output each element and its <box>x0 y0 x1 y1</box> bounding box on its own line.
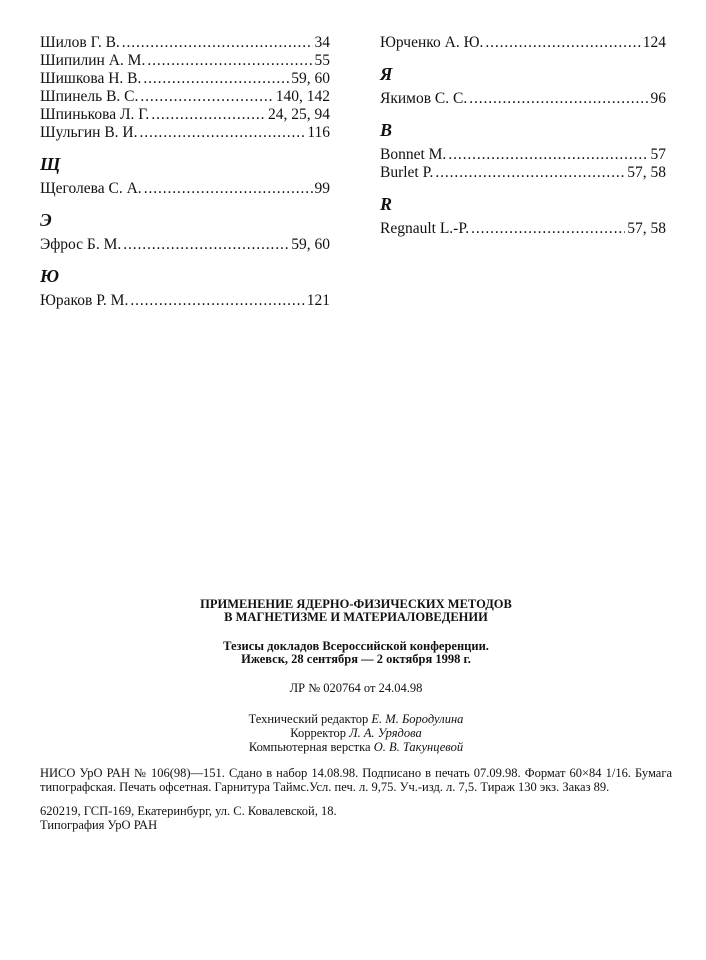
page-numbers: 57, 58 <box>627 164 666 181</box>
corrector-label: Корректор <box>290 726 347 740</box>
author-name: Шишкова Н. В. <box>40 70 142 87</box>
author-name: Шульгин В. И. <box>40 124 138 141</box>
index-letter-heading: B <box>380 120 393 140</box>
layout-label: Компьютерная верстка <box>248 740 371 754</box>
address-line: 620219, ГСП-169, Екатеринбург, ул. С. Ковалевской, 18. <box>40 804 337 818</box>
imprint-block <box>40 598 672 832</box>
page-numbers: 116 <box>307 124 330 141</box>
licence-number: ЛР № 020764 от 24.04.98 <box>289 681 423 695</box>
dot-leader <box>122 34 313 52</box>
tech-editor-line <box>40 712 672 726</box>
author-name: Эфрос Б. М. <box>40 236 122 253</box>
author-name: Щеголева С. А. <box>40 180 142 197</box>
index-entry <box>40 106 330 124</box>
staff-credits <box>40 712 672 754</box>
page-numbers: 57 <box>650 146 666 163</box>
page-numbers: 124 <box>642 34 666 51</box>
dot-leader <box>435 164 625 182</box>
book-title-line: ПРИМЕНЕНИЕ ЯДЕРНО-ФИЗИЧЕСКИХ МЕТОДОВ <box>200 597 512 611</box>
index-letter-group <box>40 210 330 254</box>
dot-leader <box>140 88 273 106</box>
dot-leader <box>147 52 312 70</box>
page-numbers: 99 <box>314 180 330 197</box>
index-entry <box>40 52 330 70</box>
page-numbers: 140, 142 <box>275 88 330 105</box>
index-letter-group <box>40 154 330 198</box>
dot-leader <box>144 180 313 198</box>
index-entry <box>380 220 666 238</box>
index-entry <box>40 70 330 88</box>
page-numbers: 57, 58 <box>627 220 666 237</box>
index-letter-group <box>380 64 666 108</box>
index-entry <box>380 146 666 164</box>
index-entry <box>40 34 330 52</box>
author-name: Шилов Г. В. <box>40 34 120 51</box>
index-letter-heading: R <box>380 194 393 214</box>
index-entry <box>40 236 330 254</box>
author-name: Шипилин А. М. <box>40 52 146 69</box>
tech-editor-name: Е. М. Бородулина <box>371 712 464 726</box>
dot-leader <box>485 34 640 52</box>
printing-address <box>40 804 672 832</box>
author-name: Юрченко А. Ю. <box>380 34 484 51</box>
index-letter-group <box>40 34 330 142</box>
index-letter-group <box>380 34 666 52</box>
book-title-line: В МАГНЕТИЗМЕ И МАТЕРИАЛОВЕДЕНИИ <box>224 610 488 624</box>
page-numbers: 55 <box>314 52 330 69</box>
index-letter-group <box>380 194 666 238</box>
index-letter-group <box>40 266 330 310</box>
printer-name: Типография УрО РАН <box>40 818 158 832</box>
author-name: Burlet P. <box>380 164 434 181</box>
corrector-line <box>40 726 672 740</box>
index-letter-heading: Э <box>40 210 52 230</box>
author-name: Якимов С. С. <box>380 90 468 107</box>
index-entry <box>380 90 666 108</box>
dot-leader <box>151 106 266 124</box>
index-entry <box>40 180 330 198</box>
dot-leader <box>140 124 306 142</box>
index-entry <box>40 124 330 142</box>
index-right-column <box>380 34 666 238</box>
index-entry <box>40 88 330 106</box>
index-letter-heading: Ю <box>40 266 60 286</box>
layout-line <box>40 740 672 754</box>
author-name: Юраков Р. М. <box>40 292 129 309</box>
author-name: Шпинель В. С. <box>40 88 139 105</box>
dot-leader <box>143 70 289 88</box>
index-letter-heading: Щ <box>40 154 61 174</box>
index-entry <box>380 34 666 52</box>
index-entry <box>380 164 666 182</box>
dot-leader <box>471 220 625 238</box>
page-numbers: 121 <box>306 292 330 309</box>
book-title <box>40 598 672 624</box>
dot-leader <box>448 146 648 164</box>
page-numbers: 34 <box>314 34 330 51</box>
page-numbers: 59, 60 <box>291 70 330 87</box>
author-name: Bonnet M. <box>380 146 447 163</box>
author-name: Regnault L.-P. <box>380 220 470 237</box>
publication-details: НИСО УрО РАН № 106(98)—151. Сдано в набор 14.08.98. Подписано в печать 07.09.98. Формат 60×84 1/16. Бумага типографская. Печать офсетная. Гарнитура Таймс.Усл. печ. л. 9,75. Уч.-изд. л. 7,5. Тираж 130 экз. Заказ 89. <box>40 766 672 794</box>
layout-name: О. В. Такунцевой <box>373 740 464 754</box>
tech-editor-label: Технический редактор <box>248 712 369 726</box>
dot-leader <box>469 90 648 108</box>
corrector-name: Л. А. Урядова <box>349 726 422 740</box>
index-letter-group <box>380 120 666 182</box>
dot-leader <box>130 292 304 310</box>
index-letter-heading: Я <box>380 64 393 84</box>
book-subtitle-line: Ижевск, 28 сентября — 2 октября 1998 г. <box>241 652 471 666</box>
index-left-column <box>40 34 330 310</box>
book-subtitle-line: Тезисы докладов Всероссийской конференции. <box>223 639 489 653</box>
page-numbers: 96 <box>650 90 666 107</box>
page-numbers: 24, 25, 94 <box>268 106 330 123</box>
page-numbers: 59, 60 <box>291 236 330 253</box>
index-entry <box>40 292 330 310</box>
author-name: Шпинькова Л. Г. <box>40 106 150 123</box>
book-subtitle <box>40 640 672 666</box>
dot-leader <box>123 236 289 254</box>
